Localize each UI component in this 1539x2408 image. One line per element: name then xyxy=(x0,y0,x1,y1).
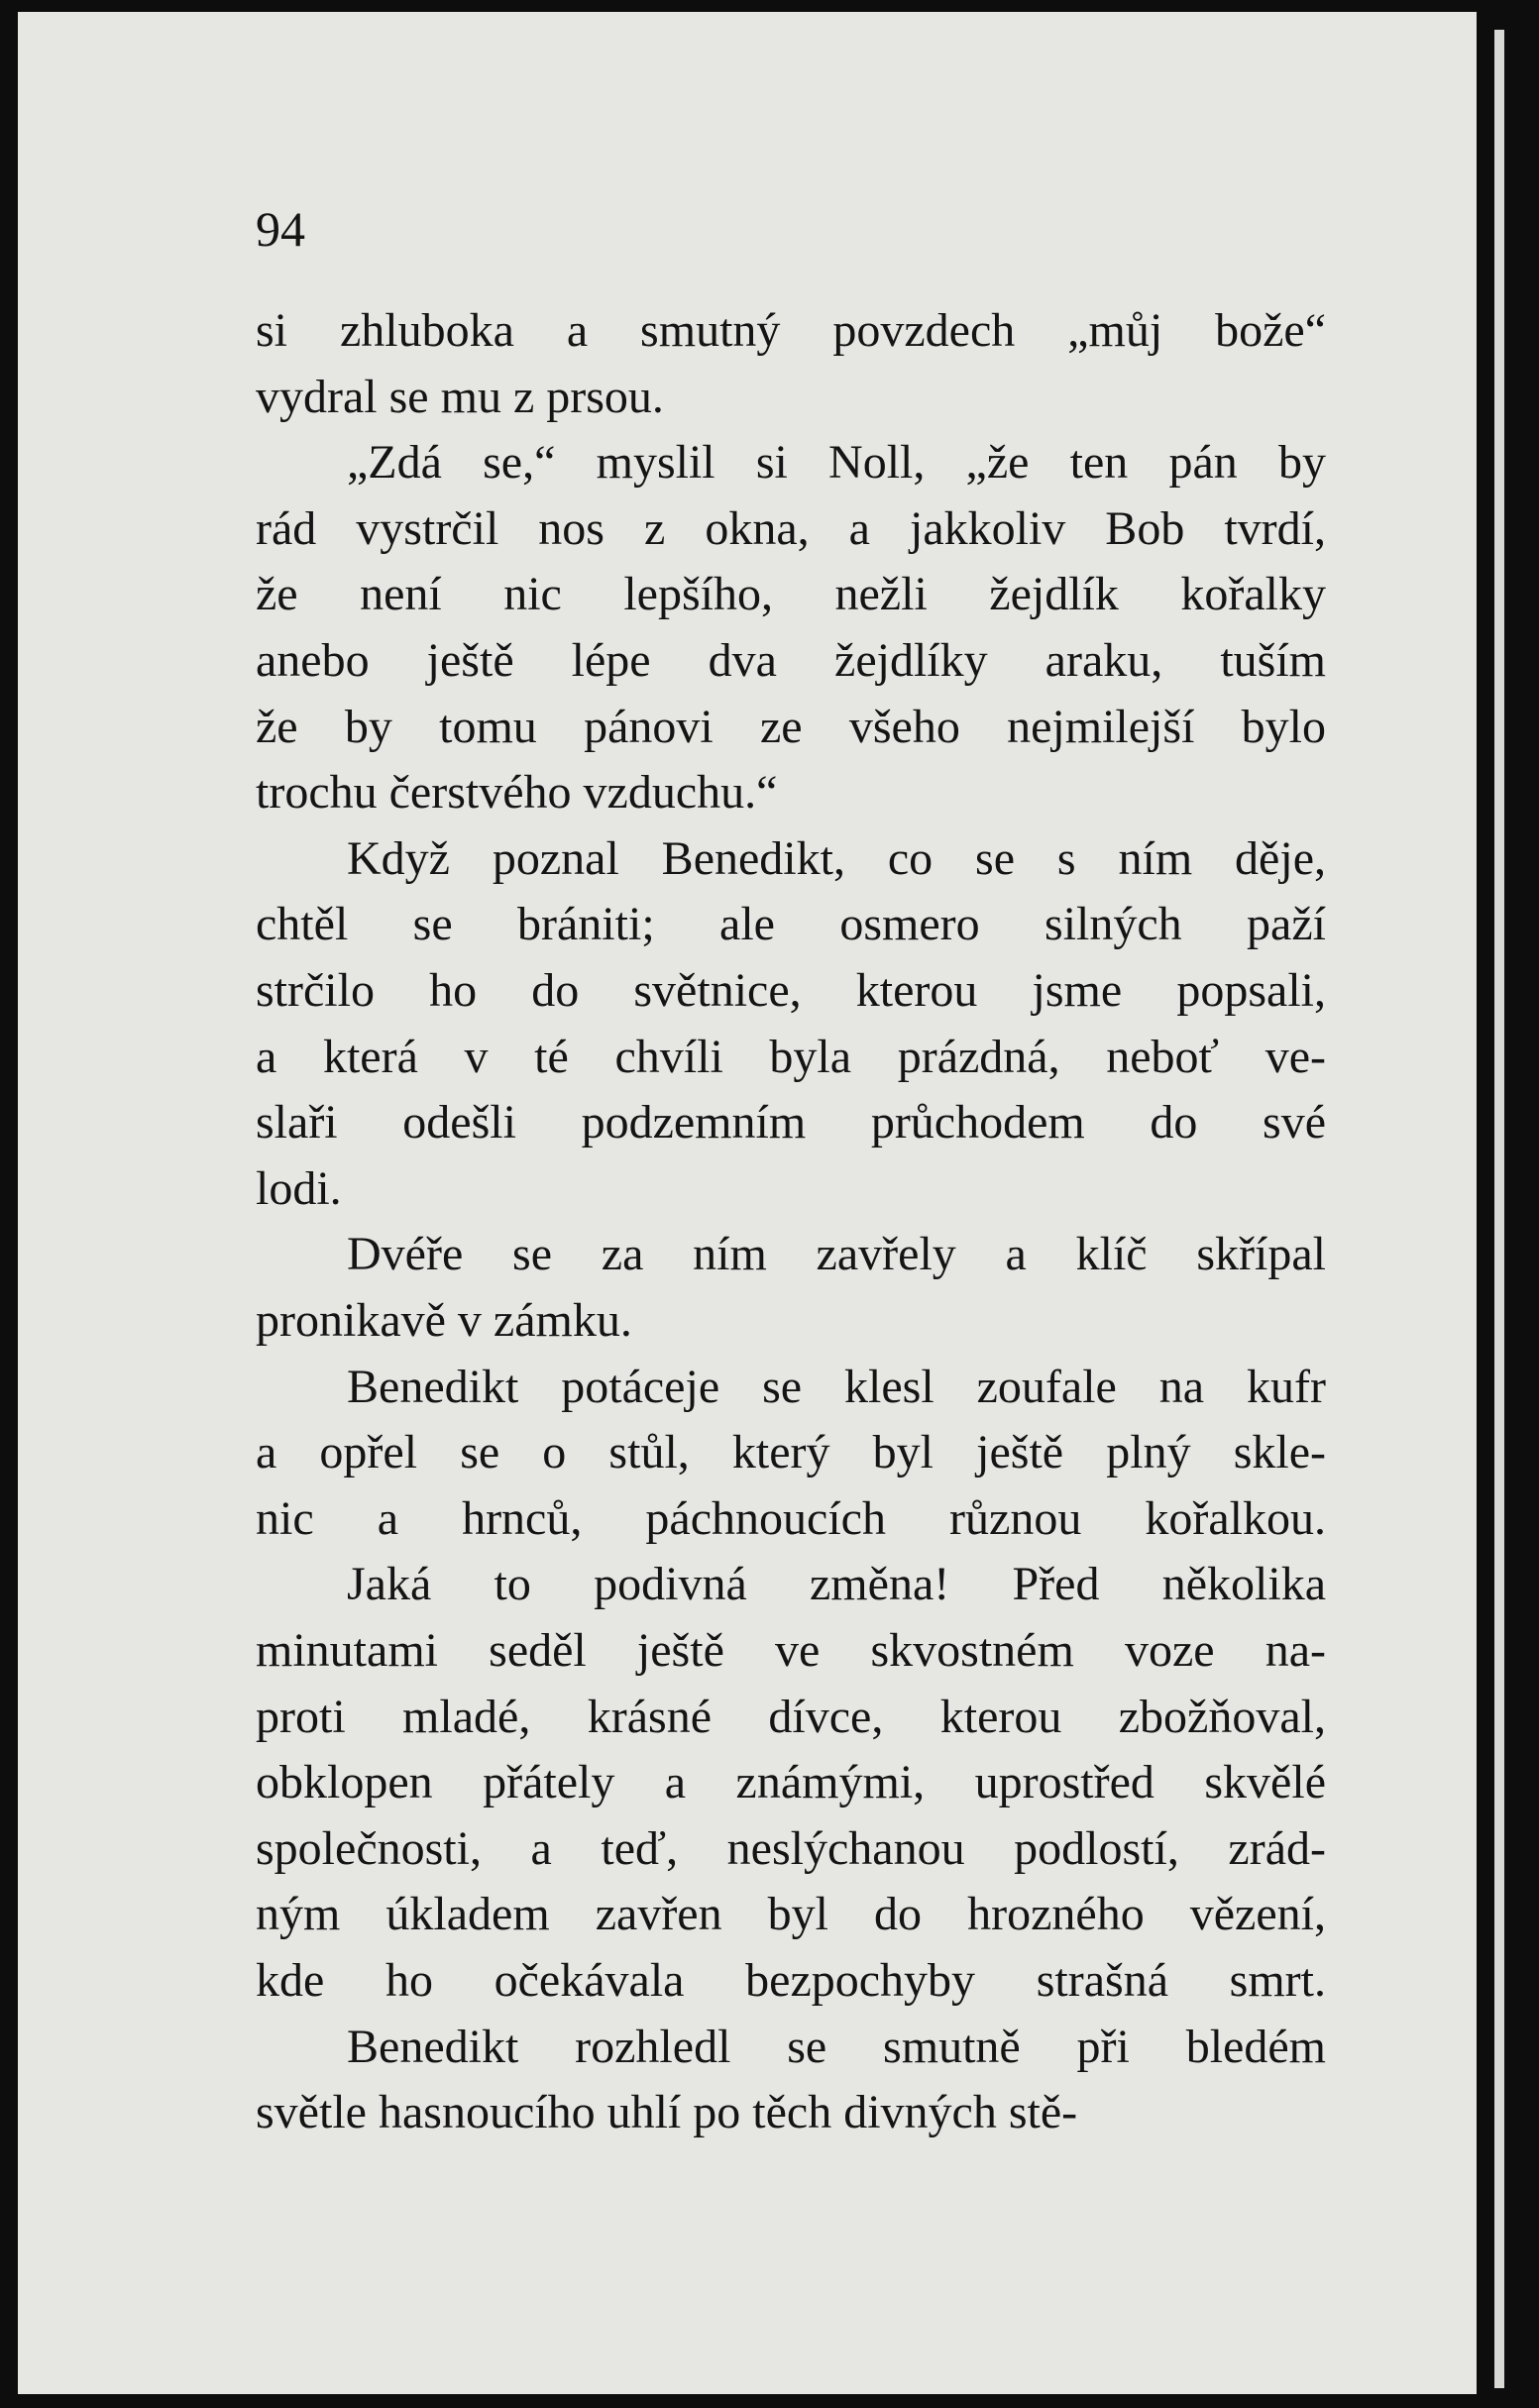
text-line: nic a hrnců, páchnoucích různou kořalkou. xyxy=(256,1491,1326,1545)
text-line: si zhluboka a smutný povzdech „můj bože“ xyxy=(256,304,1326,357)
text-line: že není nic lepšího, nežli žejdlík kořalky xyxy=(256,568,1326,621)
text-line: Když poznal Benedikt, co se s ním děje, xyxy=(347,831,1326,885)
text-line: Jaká to podivná změna! Před několika xyxy=(347,1558,1326,1611)
text-line: Dvéře se za ním zavřely a klíč skřípal xyxy=(347,1228,1326,1281)
text-line: strčilo ho do světnice, kterou jsme popsali, xyxy=(256,964,1326,1017)
text-line: kde ho očekávala bezpochyby strašná smrt. xyxy=(256,1954,1326,2007)
next-page-edge xyxy=(1494,30,1504,2388)
text-line: pronikavě v zámku. xyxy=(256,1294,632,1347)
text-line: světle hasnoucího uhlí po těch divných stě- xyxy=(256,2086,1078,2139)
text-line: trochu čerstvého vzduchu.“ xyxy=(256,766,778,820)
text-line: a která v té chvíli byla prázdná, neboť ve- xyxy=(256,1030,1326,1083)
text-line: a opřel se o stůl, který byl ještě plný skle- xyxy=(256,1426,1326,1479)
text-line: lodi. xyxy=(256,1161,342,1215)
text-line: že by tomu pánovi ze všeho nejmilejší bylo xyxy=(256,700,1326,753)
text-line: rád vystrčil nos z okna, a jakkoliv Bob tvrdí, xyxy=(256,501,1326,555)
text-line: anebo ještě lépe dva žejdlíky araku, tuším xyxy=(256,634,1326,687)
text-line: obklopen přátely a známými, uprostřed skvělé xyxy=(256,1756,1326,1809)
text-line: Benedikt rozhledl se smutně při bledém xyxy=(347,2020,1326,2073)
text-line: „Zdá se,“ myslil si Noll, „že ten pán by xyxy=(347,436,1326,490)
page-number: 94 xyxy=(256,201,305,257)
text-line: ným úkladem zavřen byl do hrozného vězení, xyxy=(256,1888,1326,1941)
text-line: Benedikt potáceje se klesl zoufale na kufr xyxy=(347,1360,1326,1413)
text-line: vydral se mu z prsou. xyxy=(256,370,664,423)
text-line: minutami seděl ještě ve skvostném voze na- xyxy=(256,1624,1326,1677)
text-line: chtěl se brániti; ale osmero silných paží xyxy=(256,898,1326,951)
scan-edge xyxy=(1477,0,1539,2408)
text-line: slaři odešli podzemním průchodem do své xyxy=(256,1096,1326,1149)
book-page xyxy=(18,12,1477,2394)
text-line: společnosti, a teď, neslýchanou podlostí, zrád- xyxy=(256,1821,1326,1875)
text-line: proti mladé, krásné dívce, kterou zbožňoval, xyxy=(256,1690,1326,1743)
